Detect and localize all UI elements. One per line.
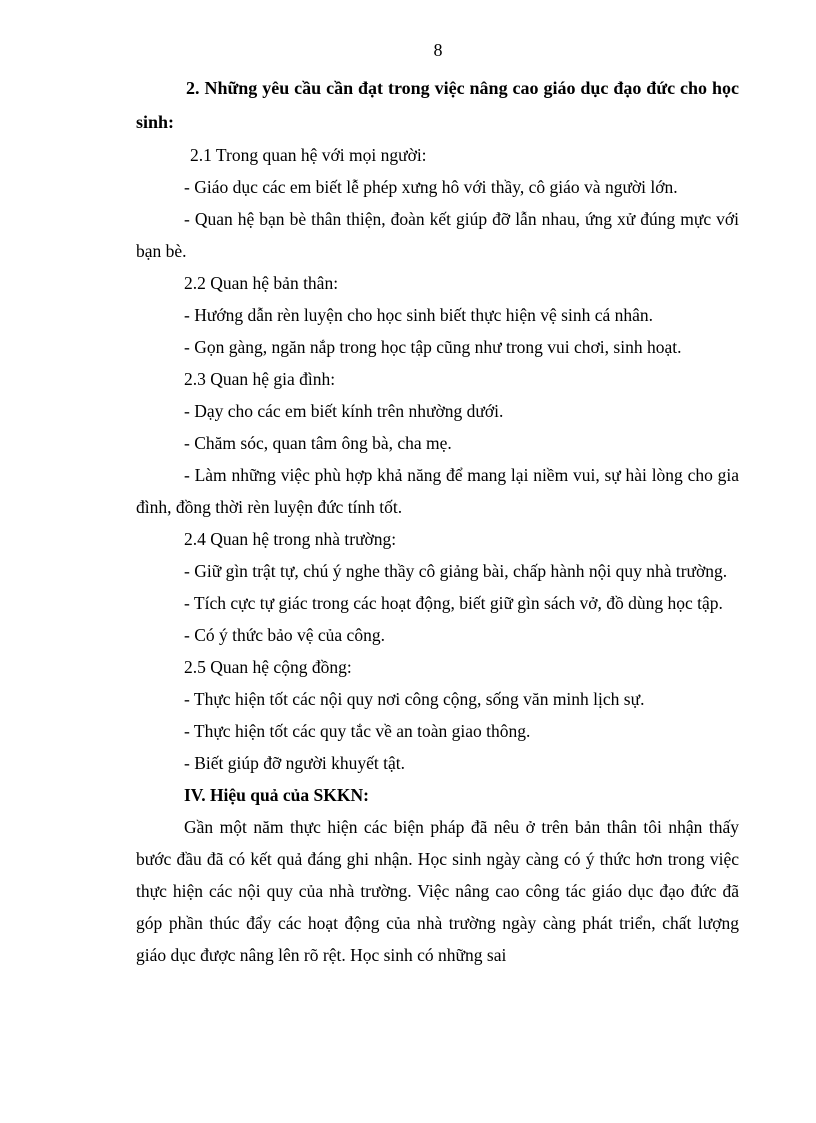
list-item: - Dạy cho các em biết kính trên nhường dưới. <box>184 401 504 421</box>
page-number: 8 <box>433 40 443 60</box>
section-2-heading: 2. Những yêu cầu cần đạt trong việc nâng cao giáo dục đạo đức cho học sinh: <box>136 78 739 132</box>
list-item: - Có ý thức bảo vệ của công. <box>184 625 385 645</box>
list-item: - Biết giúp đỡ người khuyết tật. <box>184 753 405 773</box>
subsection-2-3-title: 2.3 Quan hệ gia đình: <box>184 369 336 389</box>
list-item: - Giữ gìn trật tự, chú ý nghe thầy cô giảng bài, chấp hành nội quy nhà trường. <box>184 561 728 581</box>
list-item: - Thực hiện tốt các nội quy nơi công cộng, sống văn minh lịch sự. <box>184 689 645 709</box>
subsection-2-1-title: 2.1 Trong quan hệ với mọi người: <box>190 145 427 165</box>
list-item: - Chăm sóc, quan tâm ông bà, cha mẹ. <box>184 433 452 453</box>
list-item: - Giáo dục các em biết lễ phép xưng hô với thầy, cô giáo và người lớn. <box>184 177 678 197</box>
section-4-paragraph: Gần một năm thực hiện các biện pháp đã nêu ở trên bản thân tôi nhận thấy bước đầu đã có kết quả đáng ghi nhận. Học sinh ngày càng có ý thức hơn trong việc thực hiện các nội quy của nhà trường. Việc nâng cao công tác giáo dục đạo đức đã góp phần thúc đẩy các hoạt động của nhà trường ngày càng phát triển, chất lượng giáo dục được nâng lên rõ rệt. Học sinh có những sai <box>136 817 739 965</box>
subsection-2-2-title: 2.2 Quan hệ bản thân: <box>184 273 339 293</box>
list-item: - Hướng dẫn rèn luyện cho học sinh biết thực hiện vệ sinh cá nhân. <box>184 305 654 325</box>
list-item: - Thực hiện tốt các quy tắc về an toàn giao thông. <box>184 721 531 741</box>
list-item: - Quan hệ bạn bè thân thiện, đoàn kết giúp đỡ lẫn nhau, ứng xử đúng mực với bạn bè. <box>136 209 739 261</box>
document-body <box>136 71 739 971</box>
subsection-2-4-title: 2.4 Quan hệ trong nhà trường: <box>184 529 397 549</box>
subsection-2-5-title: 2.5 Quan hệ cộng đồng: <box>184 657 352 677</box>
list-item: - Tích cực tự giác trong các hoạt động, biết giữ gìn sách vở, đồ dùng học tập. <box>184 593 723 613</box>
list-item: - Gọn gàng, ngăn nắp trong học tập cũng như trong vui chơi, sinh hoạt. <box>184 337 682 357</box>
list-item: - Làm những việc phù hợp khả năng để mang lại niềm vui, sự hài lòng cho gia đình, đồng thời rèn luyện đức tính tốt. <box>136 465 739 517</box>
section-4-heading: IV. Hiệu quả của SKKN: <box>184 785 369 805</box>
